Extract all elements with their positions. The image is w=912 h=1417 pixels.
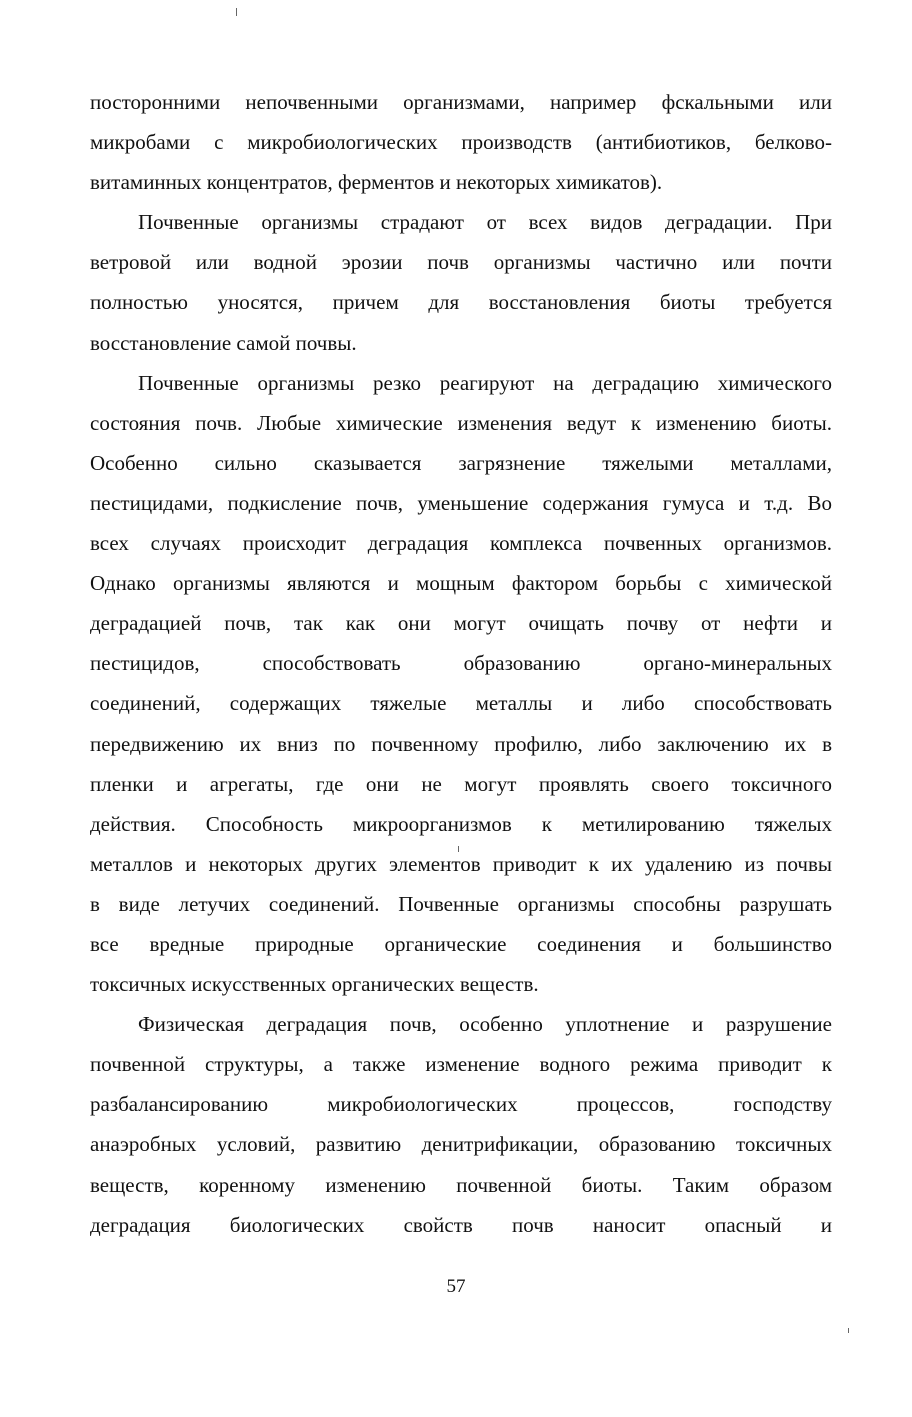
text-line: разбалансированию микробиологических процессов, господству <box>90 1092 832 1117</box>
page-number: 57 <box>446 1276 466 1297</box>
text-line: действия. Способность микроорганизмов к метилированию тяжелых <box>90 811 832 836</box>
paragraph-4 <box>90 1004 832 1245</box>
text-line: Особенно сильно сказывается загрязнение тяжелыми металлами, <box>90 450 832 475</box>
text-line: соединений, содержащих тяжелые металлы и либо способствовать <box>90 691 832 716</box>
text-line: восстановление самой почвы. <box>90 330 357 355</box>
text-line: всех случаях происходит деградация комплекса почвенных организмов. <box>90 531 832 556</box>
text-line: Физическая деградация почв, особенно уплотнение и разрушение <box>138 1012 832 1037</box>
scan-speck-bottom <box>848 1328 849 1333</box>
body-text <box>90 82 832 1245</box>
paragraph-3 <box>90 363 832 1005</box>
text-line: металлов и некоторых других элементов приводит к их удалению из почвы <box>90 851 832 876</box>
text-line: ветровой или водной эрозии почв организмы частично или почти <box>90 250 832 275</box>
text-line: витаминных концентратов, ферментов и некоторых химикатов). <box>90 170 663 195</box>
paragraph-2 <box>90 202 832 362</box>
text-line: деградацией почв, так как они могут очищать почву от нефти и <box>90 611 832 636</box>
text-line: деградация биологических свойств почв наносит опасный и <box>90 1212 832 1237</box>
text-line: посторонними непочвенными организмами, например фскальными или <box>90 90 832 114</box>
text-line: все вредные природные органические соединения и большинство <box>90 931 832 956</box>
text-line: Почвенные организмы резко реагируют на деградацию химического <box>138 370 832 395</box>
text-line: полностью уносятся, причем для восстановления биоты требуется <box>90 290 832 315</box>
scan-speck-top <box>236 8 237 16</box>
text-line: пестицидами, подкисление почв, уменьшение содержания гумуса и т.д. Во <box>90 490 832 515</box>
text-line: микробами с микробиологических производств (антибиотиков, белково- <box>90 130 832 155</box>
text-line: токсичных искусственных органических веществ. <box>90 972 539 997</box>
text-line: в виде летучих соединений. Почвенные организмы способны разрушать <box>90 891 832 916</box>
text-line: Почвенные организмы страдают от всех видов деградации. При <box>138 210 832 235</box>
text-line: веществ, коренному изменению почвенной биоты. Таким образом <box>90 1172 832 1197</box>
text-line: анаэробных условий, развитию денитрификации, образованию токсичных <box>90 1132 832 1157</box>
paragraph-1 <box>90 82 832 202</box>
text-line: почвенной структуры, а также изменение водного режима приводит к <box>90 1052 832 1077</box>
text-line: передвижению их вниз по почвенному профилю, либо заключению их в <box>90 731 832 756</box>
text-line: состояния почв. Любые химические изменения ведут к изменению биоты. <box>90 410 832 435</box>
text-line: пленки и агрегаты, где они не могут проявлять своего токсичного <box>90 771 832 796</box>
text-line: Однако организмы являются и мощным фактором борьбы с химической <box>90 571 832 596</box>
text-line: пестицидов, способствовать образованию органо-минеральных <box>90 651 832 676</box>
